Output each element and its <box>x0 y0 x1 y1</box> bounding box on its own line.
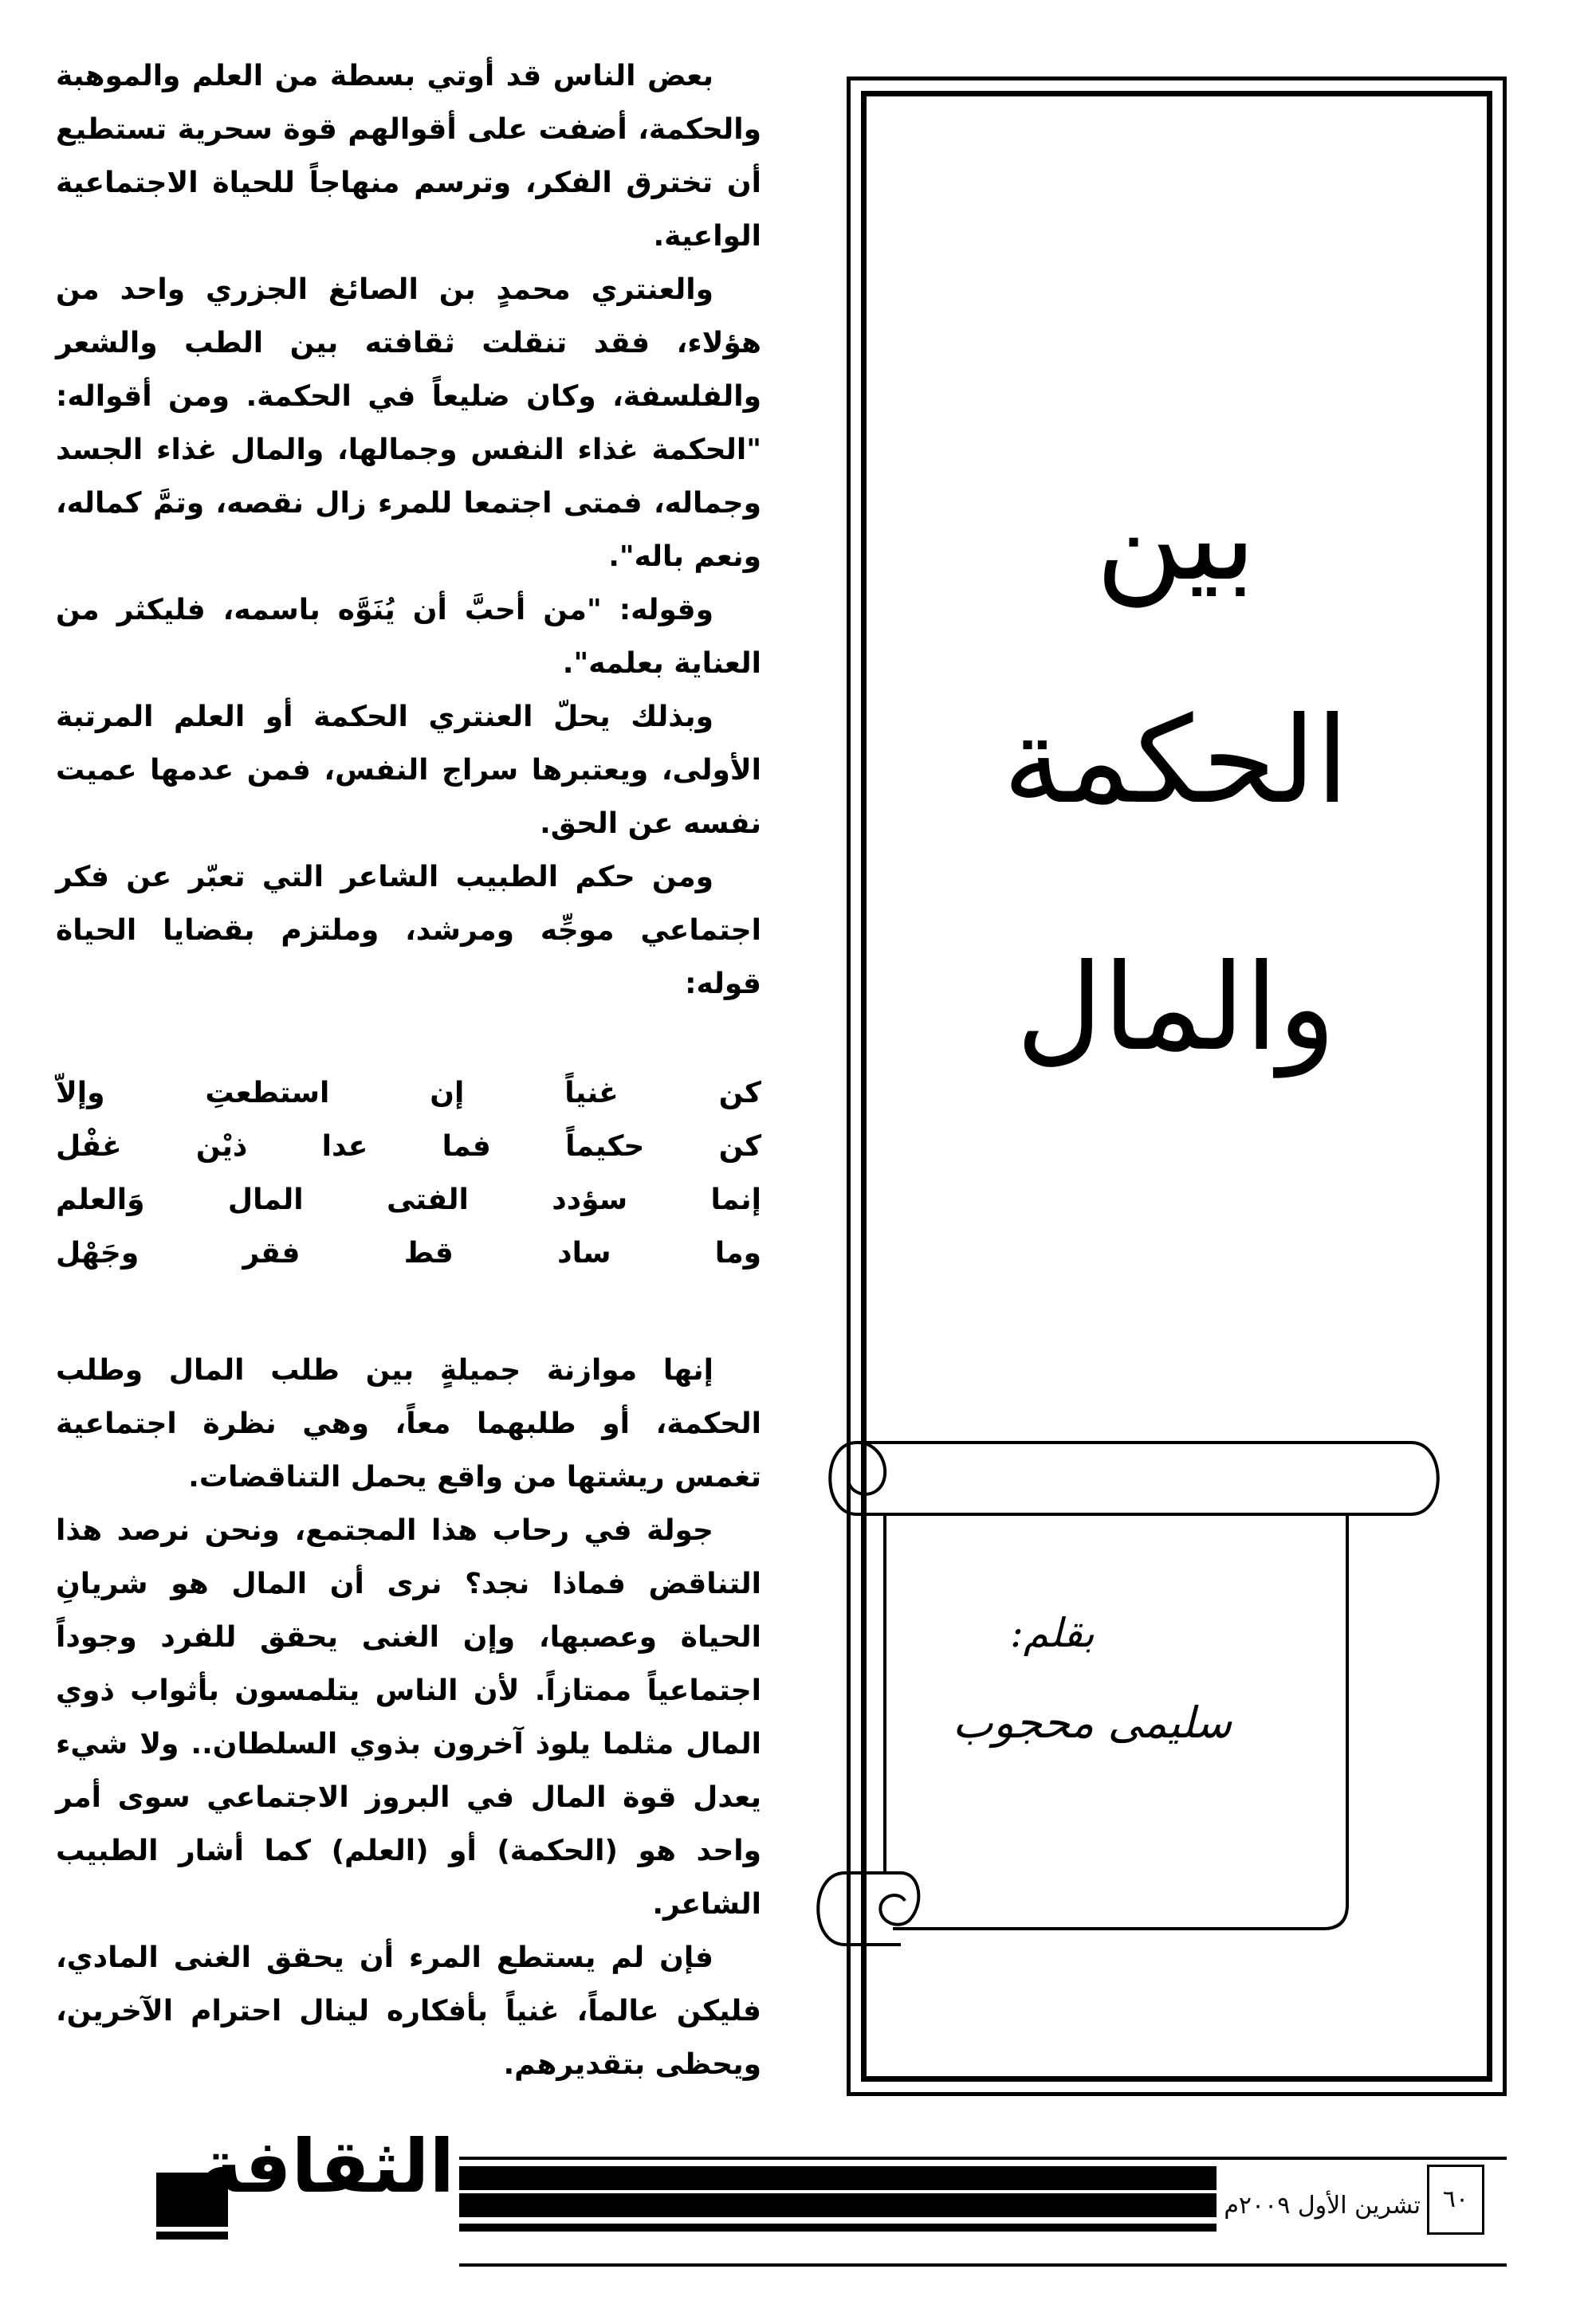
article-paragraph: والعنتري محمدٍ بن الصائغ الجزري واحد من هؤلاء، فقد تنقلت ثقافته بين الطب والشعر والفلسفة، وكان ضليعاً في الحكمة. ومن أقواله: "الحكمة غذاء النفس وجمالها، والمال غذاء الجسد وجماله، فمتى اجتمعا للمرء زال نقصه، وتمَّ كماله، ونعم باله". <box>56 273 761 573</box>
magazine-logo: الثقافة <box>198 2124 454 2209</box>
article-paragraph: جولة في رحاب هذا المجتمع، ونحن نرصد هذا التناقض فماذا نجد؟ نرى أن المال هو شريانِ الحياة وعصبها، وإن الغنى يحقق للفرد وجوداً اجتماعياً ممتازاً. لأن الناس يتلمسون بأثواب ذوي المال مثلما يلوذ آخرون بذوي السلطان.. ولا شيء يعدل قوة المال في البروز الاجتماعي سوى أمر واحد هو (الحكمة) أو (العلم) كما أشار الطبيب الشاعر. <box>56 1514 761 1921</box>
article-body <box>56 49 761 2091</box>
poem <box>56 1066 761 1280</box>
title-line-2: الحكمة <box>1002 692 1350 830</box>
article-paragraph: بعض الناس قد أوتي بسطة من العلم والموهبة والحكمة، أضفت على أقوالهم قوة سحرية تستطيع أن تخترق الفكر، وترسم منهاجاً للحياة الاجتماعية الواعية. <box>56 60 761 253</box>
scroll-bottom-roll <box>818 1873 901 1945</box>
poem-line: إنما سؤدد الفتى المال وَالعلم <box>56 1184 761 1216</box>
author-name: سليمى محجوب <box>952 1698 1232 1748</box>
footer-bar-left <box>156 2232 228 2240</box>
article-paragraph: ومن حكم الطبيب الشاعر التي تعبّر عن فكر اجتماعي موجِّه ومرشد، وملتزم بقضايا الحياة قوله: <box>56 861 761 1000</box>
footer-rule-bottom <box>459 2263 1507 2267</box>
byline-label: بقلم: <box>1010 1610 1095 1656</box>
scroll-top-curl <box>848 1443 885 1494</box>
poem-line: وما ساد قط فقر وجَهْل <box>56 1237 761 1270</box>
article-paragraph: إنها موازنة جميلةٍ بين طلب المال وطلب الحكمة، أو طلبهما معاً، وهي نظرة اجتماعية تغمس ريشتها من واقع يحمل التناقضات. <box>56 1354 761 1494</box>
footer-bar <box>459 2166 1217 2190</box>
title-line-3: والمال <box>1016 939 1336 1078</box>
footer-rule-top <box>459 2157 1507 2160</box>
footer-bar <box>459 2224 1217 2232</box>
scroll-graphic <box>789 1411 1459 1969</box>
poem-line: كن غنياً إن استطعتِ وإلاّ <box>56 1077 761 1109</box>
article-paragraph: فإن لم يستطع المرء أن يحقق الغنى المادي، فليكن عالماً، غنياً بأفكاره لينال احترام الآخرين، ويحظى بتقديرهم. <box>56 1941 761 2081</box>
title-line-1: بين <box>1095 469 1256 607</box>
footer-bar <box>459 2193 1217 2217</box>
article-paragraph: وقوله: "من أحبَّ أن يُنَوَّه باسمه، فليكثر من العناية بعلمه". <box>56 594 761 680</box>
article-paragraph: وبذلك يحلّ العنتري الحكمة أو العلم المرتبة الأولى، ويعتبرها سراج النفس، فمن عدمها عميت نفسه عن الحق. <box>56 701 761 840</box>
scroll-top-roll <box>830 1443 1438 1514</box>
scroll-bottom-curl <box>845 1873 918 1925</box>
poem-line: كن حكيماً فما عدا ذيْن غفْل <box>56 1130 761 1163</box>
page-number: ٦٠ <box>1442 2185 1469 2213</box>
issue-date: تشرين الأول ٢٠٠٩م <box>1224 2192 1421 2220</box>
